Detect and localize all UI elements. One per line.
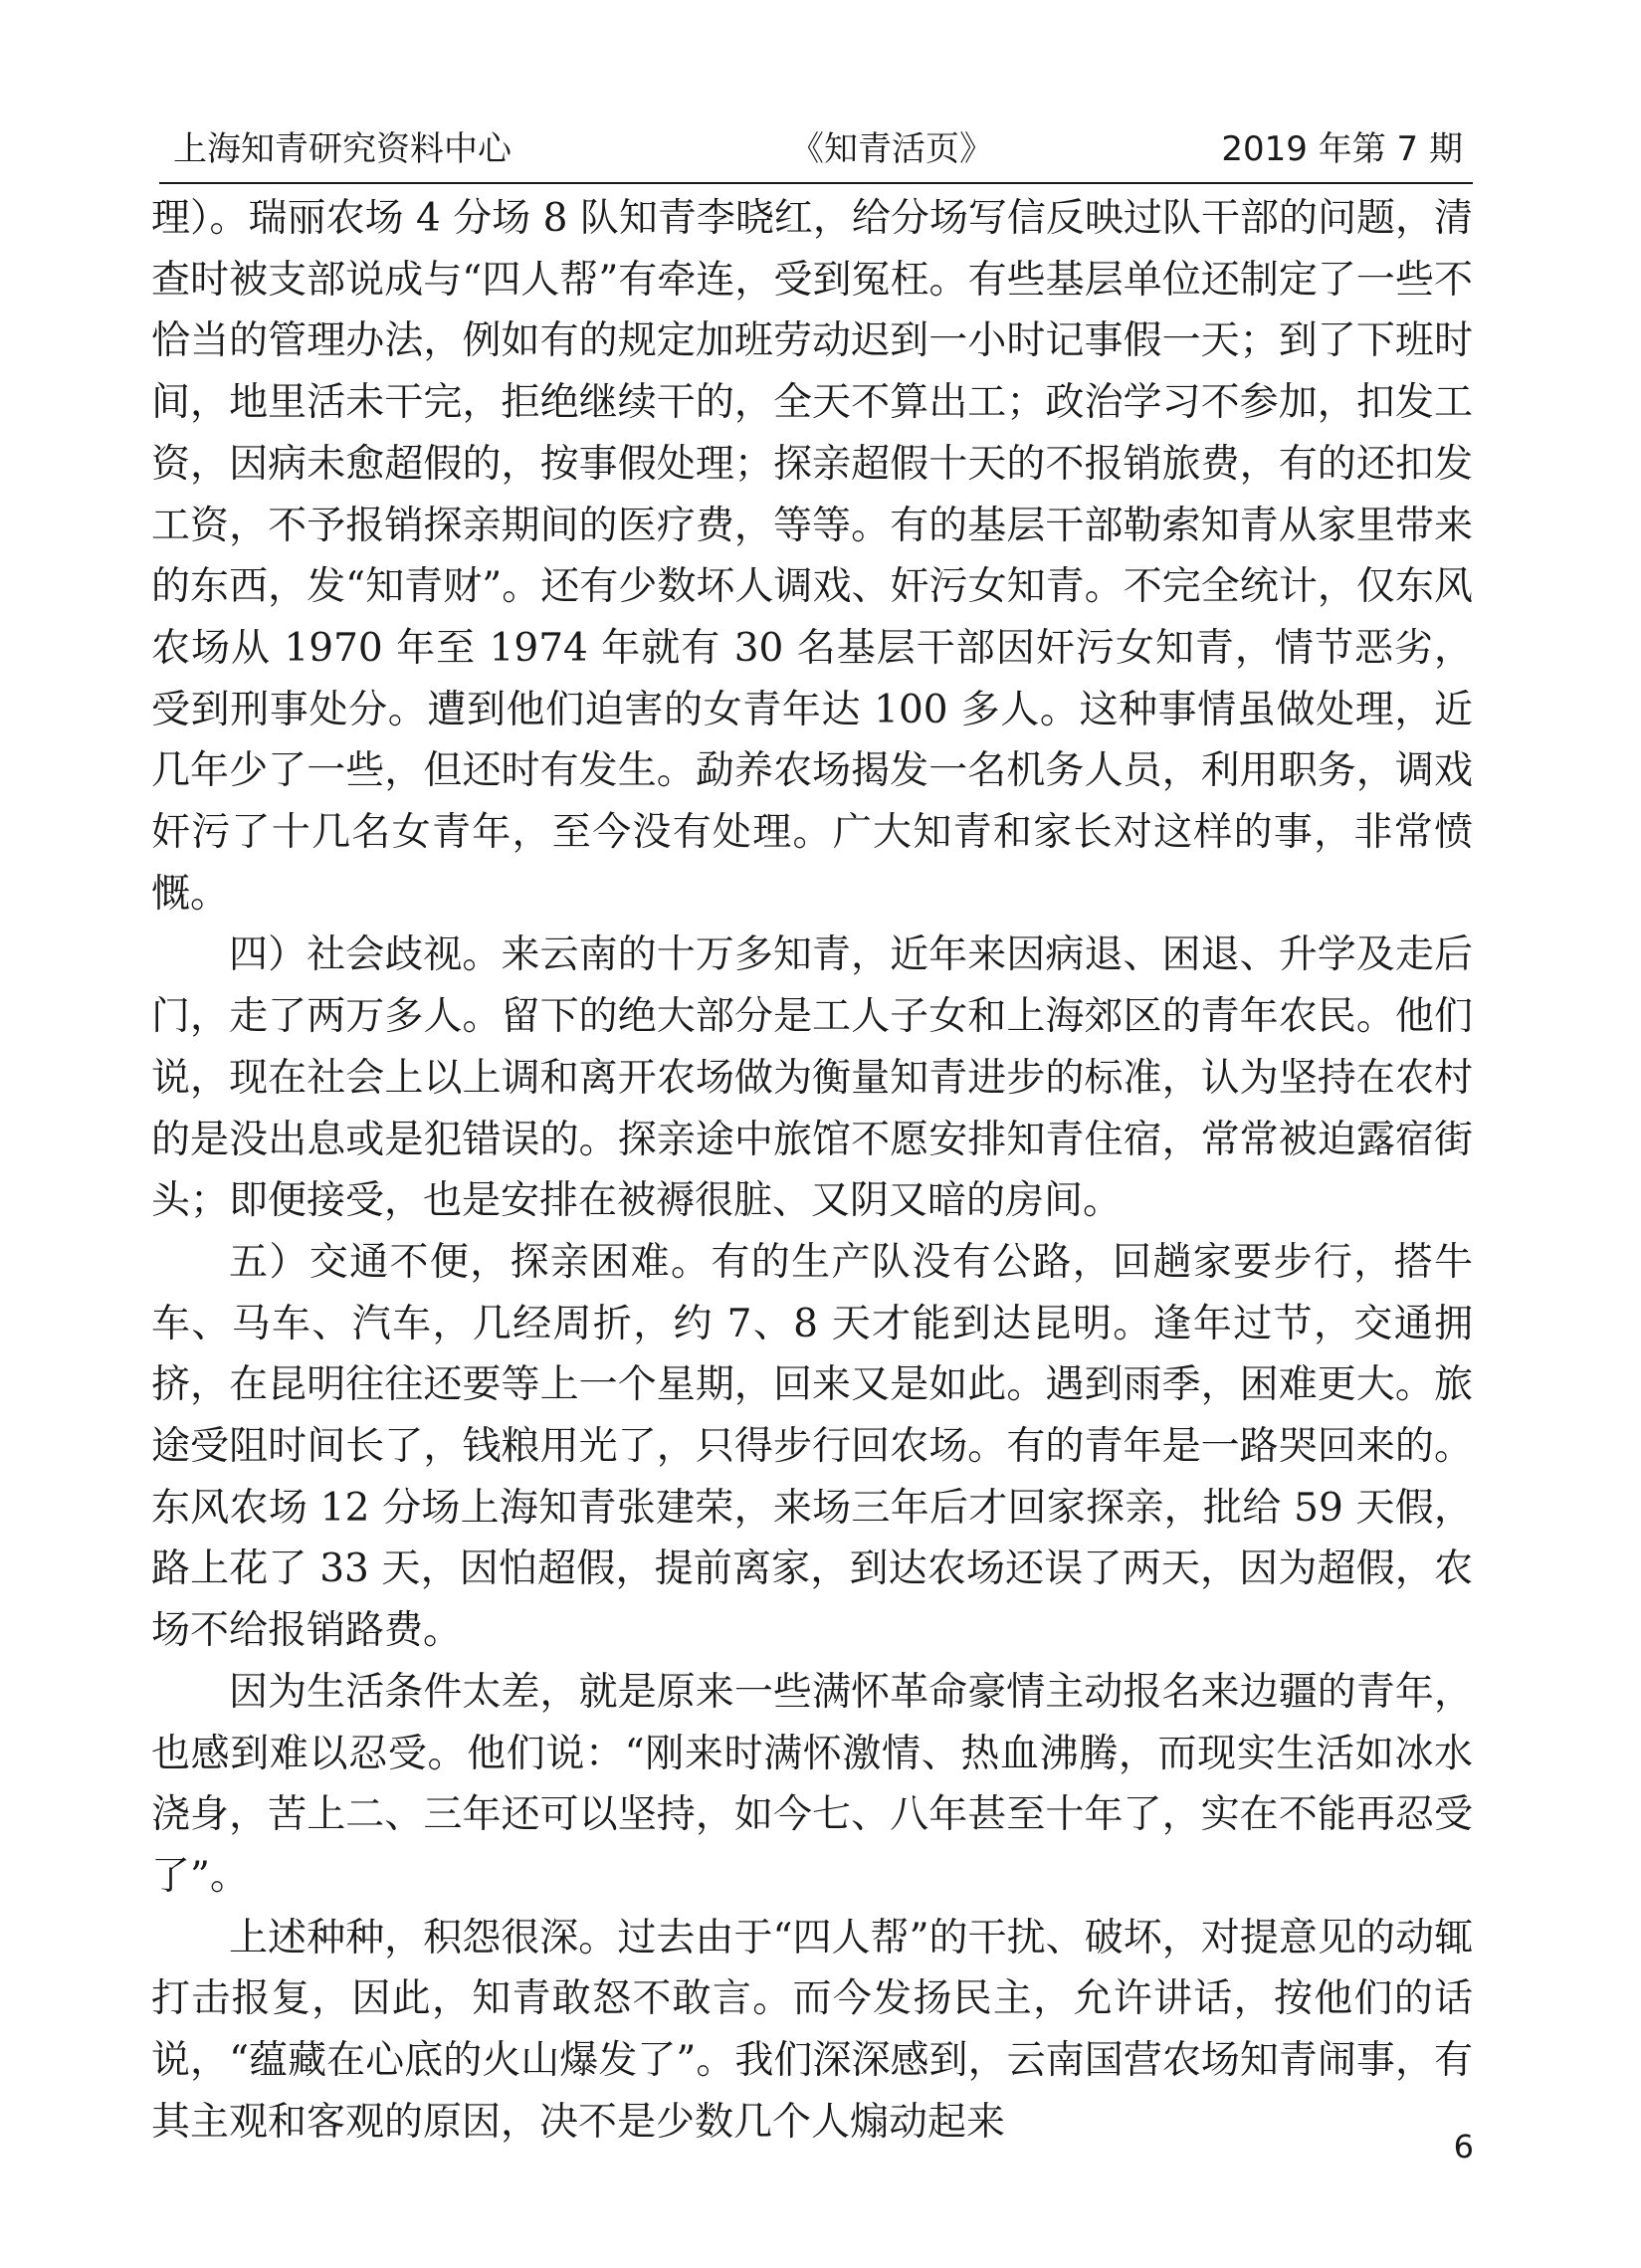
- header-issue: 2019 年第 7 期: [1221, 129, 1463, 169]
- header-source: 上海知青研究资料中心: [173, 129, 512, 169]
- page-number: 6: [1453, 2128, 1474, 2165]
- paragraph-4: 因为生活条件太差，就是原来一些满怀革命豪情主动报名来边疆的青年，也感到难以忍受。他们说：“刚来时满怀激情、热血沸腾，而现实生活如冰水浇身，苦上二、三年还可以坚持，如今七、八年甚至十年了，实在不能再忍受了”。: [151, 1669, 1473, 1899]
- paragraph-1: 理）。瑞丽农场 4 分场 8 队知青李晓红，给分场写信反映过队干部的问题，清查时被支部说成与“四人帮”有牵连，受到冤枉。有些基层单位还制定了一些不恰当的管理办法，例如有的规定加班劳动迟到一小时记事假一天；到了下班时间，地里活未干完，拒绝继续干的，全天不算出工；政治学习不参加，扣发工资，因病未愈超假的，按事假处理；探亲超假十天的不报销旅费，有的还扣发工资，不予报销探亲期间的医疗费，等等。有的基层干部勒索知青从家里带来的东西，发“知青财”。还有少数坏人调戏、奸污女知青。不完全统计，仅东风农场从 1970 年至 1974 年就有 30 名基层干部因奸污女知青，情节恶劣，受到刑事处分。遭到他们迫害的女青年达 100 多人。这种事情虽做处理，近几年少了一些，但还时有发生。勐养农场揭发一名机务人员，利用职务，调戏奸污了十几名女青年，至今没有处理。广大知青和家长对这样的事，非常愤慨。: [151, 196, 1473, 917]
- header-publication: 《知青活页》: [790, 129, 993, 169]
- paragraph-5: 上述种种，积怨很深。过去由于“四人帮”的干扰、破坏，对提意见的动辄打击报复，因此，知青敢怒不敢言。而今发扬民主，允许讲话，按他们的话说，“蕴藏在心底的火山爆发了”。我们深深感到，云南国营农场知青闹事，有其主观和客观的原因，决不是少数几个人煽动起来: [151, 1915, 1473, 2145]
- page-header: [159, 121, 1473, 177]
- paragraph-3: 五）交通不便，探亲困难。有的生产队没有公路，回趟家要步行，搭牛车、马车、汽车，几经周折，约 7、8 天才能到达昆明。逢年过节，交通拥挤，在昆明往往还要等上一个星期，回来又是如此。遇到雨季，困难更大。旅途受阻时间长了，钱粮用光了，只得步行回农场。有的青年是一路哭回来的。东风农场 12 分场上海知青张建荣，来场三年后才回家探亲，批给 59 天假，路上花了 33 天，因怕超假，提前离家，到达农场还误了两天，因为超假，农场不给报销路费。: [151, 1239, 1473, 1654]
- article-body: [151, 188, 1473, 2154]
- header-divider: [159, 182, 1473, 184]
- paragraph-2: 四）社会歧视。来云南的十万多知青，近年来因病退、困退、升学及走后门，走了两万多人。留下的绝大部分是工人子女和上海郊区的青年农民。他们说，现在社会上以上调和离开农场做为衡量知青进步的标准，认为坚持在农村的是没出息或是犯错误的。探亲途中旅馆不愿安排知青住宿，常常被迫露宿街头；即便接受，也是安排在被褥很脏、又阴又暗的房间。: [151, 932, 1473, 1224]
